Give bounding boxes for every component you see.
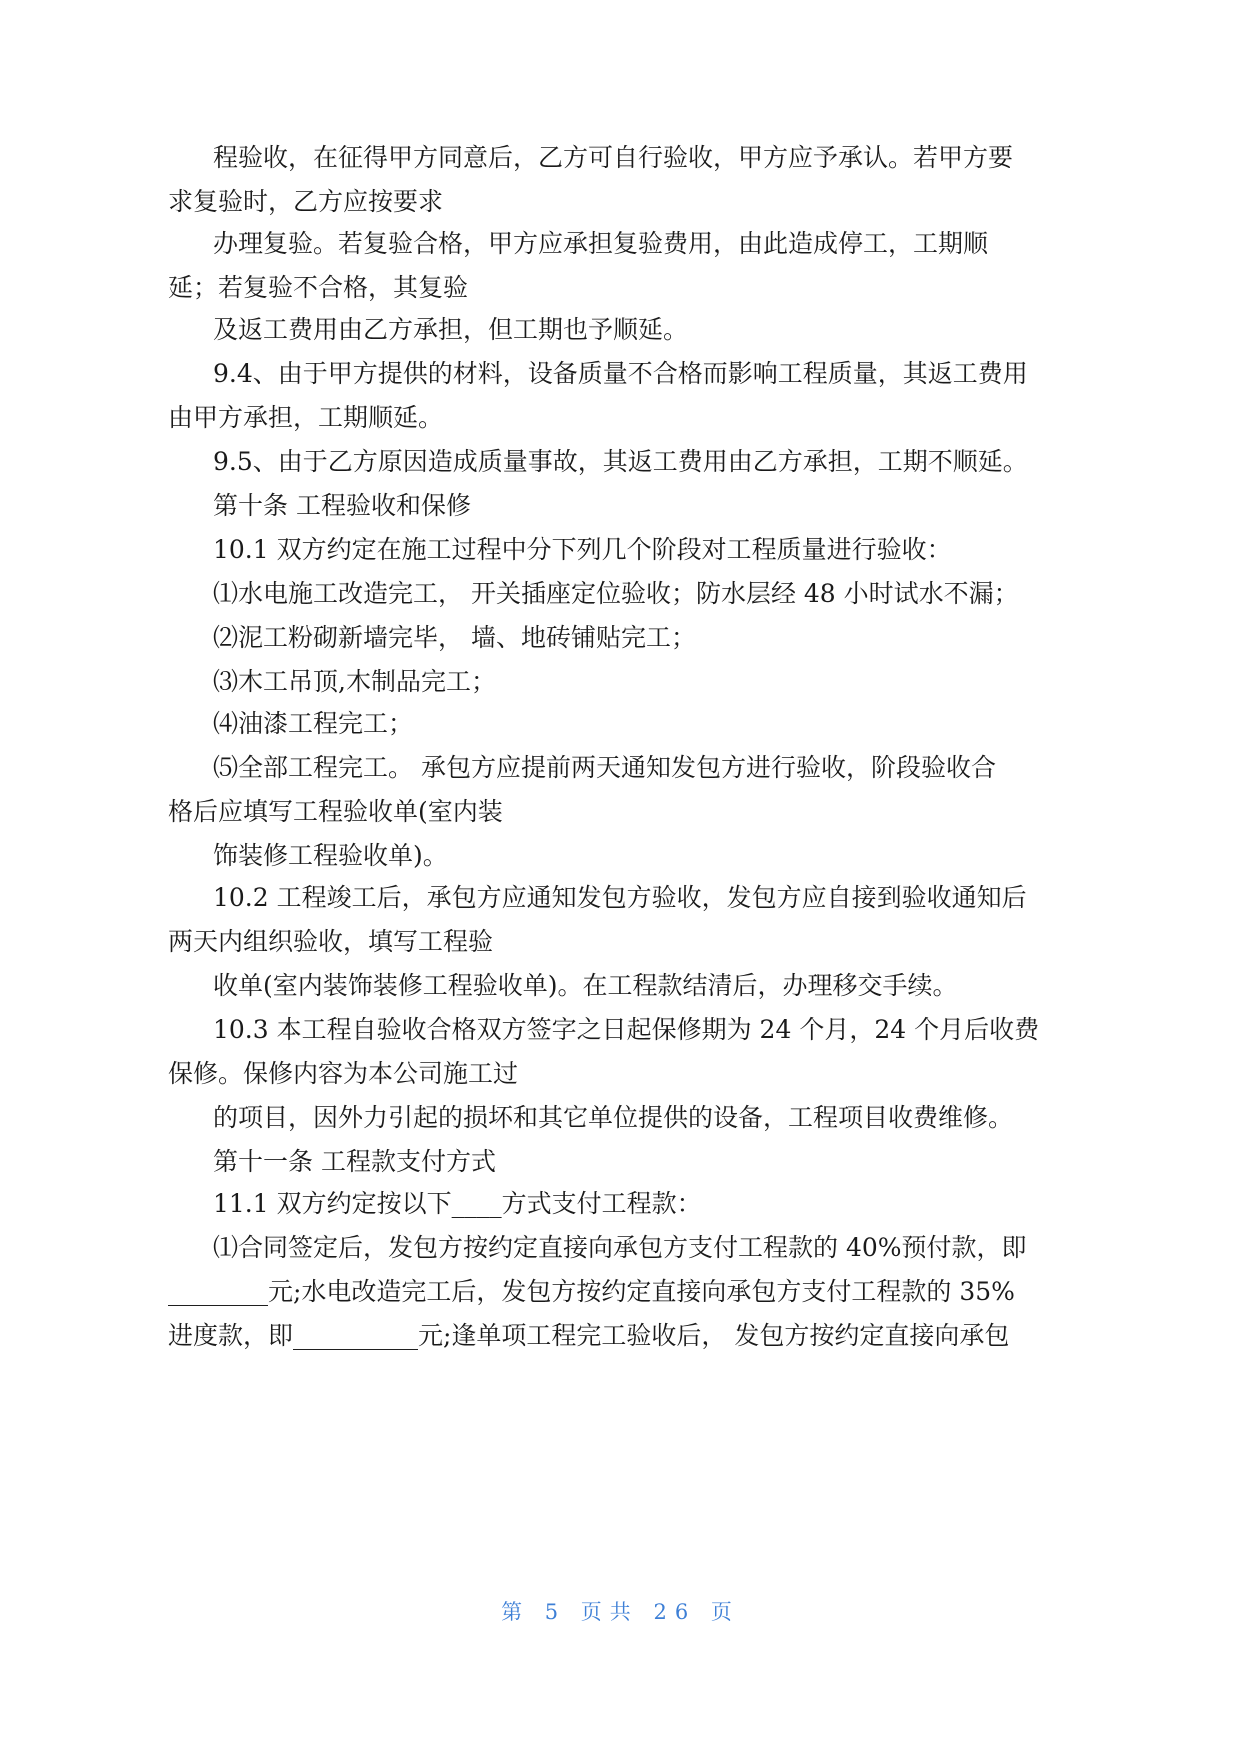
text-line: 两天内组织验收，填写工程验 — [168, 927, 494, 956]
text-line: 进度款，即__________元;逢单项工程完工验收后， 发包方按约定直接向承包 — [168, 1321, 1010, 1350]
text-line: 由甲方承担，工期顺延。 — [168, 403, 444, 432]
text-line: 10.1 双方约定在施工过程中分下列几个阶段对工程质量进行验收： — [213, 535, 952, 564]
text-line: 及返工费用由乙方承担，但工期也予顺延。 — [213, 315, 689, 344]
text-line: 10.2 工程竣工后，承包方应通知发包方验收，发包方应自接到验收通知后 — [213, 883, 1027, 912]
text-line: 格后应填写工程验收单(室内装 — [168, 797, 503, 826]
text-line: 求复验时，乙方应按要求 — [168, 187, 444, 216]
page-number: 第 5 页共 26 页 — [501, 1600, 740, 1624]
text-line: 10.3 本工程自验收合格双方签字之日起保修期为 24 个月，24 个月后收费 — [213, 1015, 1040, 1044]
text-line: 9.4、由于甲方提供的材料，设备质量不合格而影响工程质量，其返工费用 — [213, 359, 1028, 388]
text-line: ________元;水电改造完工后，发包方按约定直接向承包方支付工程款的 35% — [168, 1277, 1015, 1306]
text-line: 收单(室内装饰装修工程验收单)。在工程款结清后，办理移交手续。 — [213, 971, 958, 1000]
text-line: ⑷油漆工程完工； — [213, 709, 414, 738]
text-line: 的项目，因外力引起的损坏和其它单位提供的设备，工程项目收费维修。 — [213, 1103, 1014, 1132]
text-line: 办理复验。若复验合格，甲方应承担复验费用，由此造成停工，工期顺 — [213, 229, 989, 258]
text-line: 程验收，在征得甲方同意后，乙方可自行验收，甲方应予承认。若甲方要 — [213, 143, 1014, 172]
section-heading: 第十条 工程验收和保修 — [213, 491, 471, 520]
text-line: 9.5、由于乙方原因造成质量事故，其返工费用由乙方承担，工期不顺延。 — [213, 447, 1028, 476]
text-line: ⑶木工吊顶,木制品完工； — [213, 667, 496, 696]
text-line: 延；若复验不合格，其复验 — [168, 273, 469, 302]
text-line: 11.1 双方约定按以下____方式支付工程款： — [213, 1189, 702, 1218]
text-line: ⑴合同签定后，发包方按约定直接向承包方支付工程款的 40%预付款，即 — [213, 1233, 1027, 1262]
text-line: ⑸全部工程完工。 承包方应提前两天通知发包方进行验收，阶段验收合 — [213, 753, 996, 782]
text-line: 饰装修工程验收单)。 — [213, 841, 448, 870]
section-heading: 第十一条 工程款支付方式 — [213, 1147, 496, 1176]
text-line: 保修。保修内容为本公司施工过 — [168, 1059, 519, 1088]
text-line: ⑴水电施工改造完工， 开关插座定位验收；防水层经 48 小时试水不漏； — [213, 579, 1019, 608]
text-line: ⑵泥工粉砌新墙完毕， 墙、地砖铺贴完工； — [213, 623, 696, 652]
